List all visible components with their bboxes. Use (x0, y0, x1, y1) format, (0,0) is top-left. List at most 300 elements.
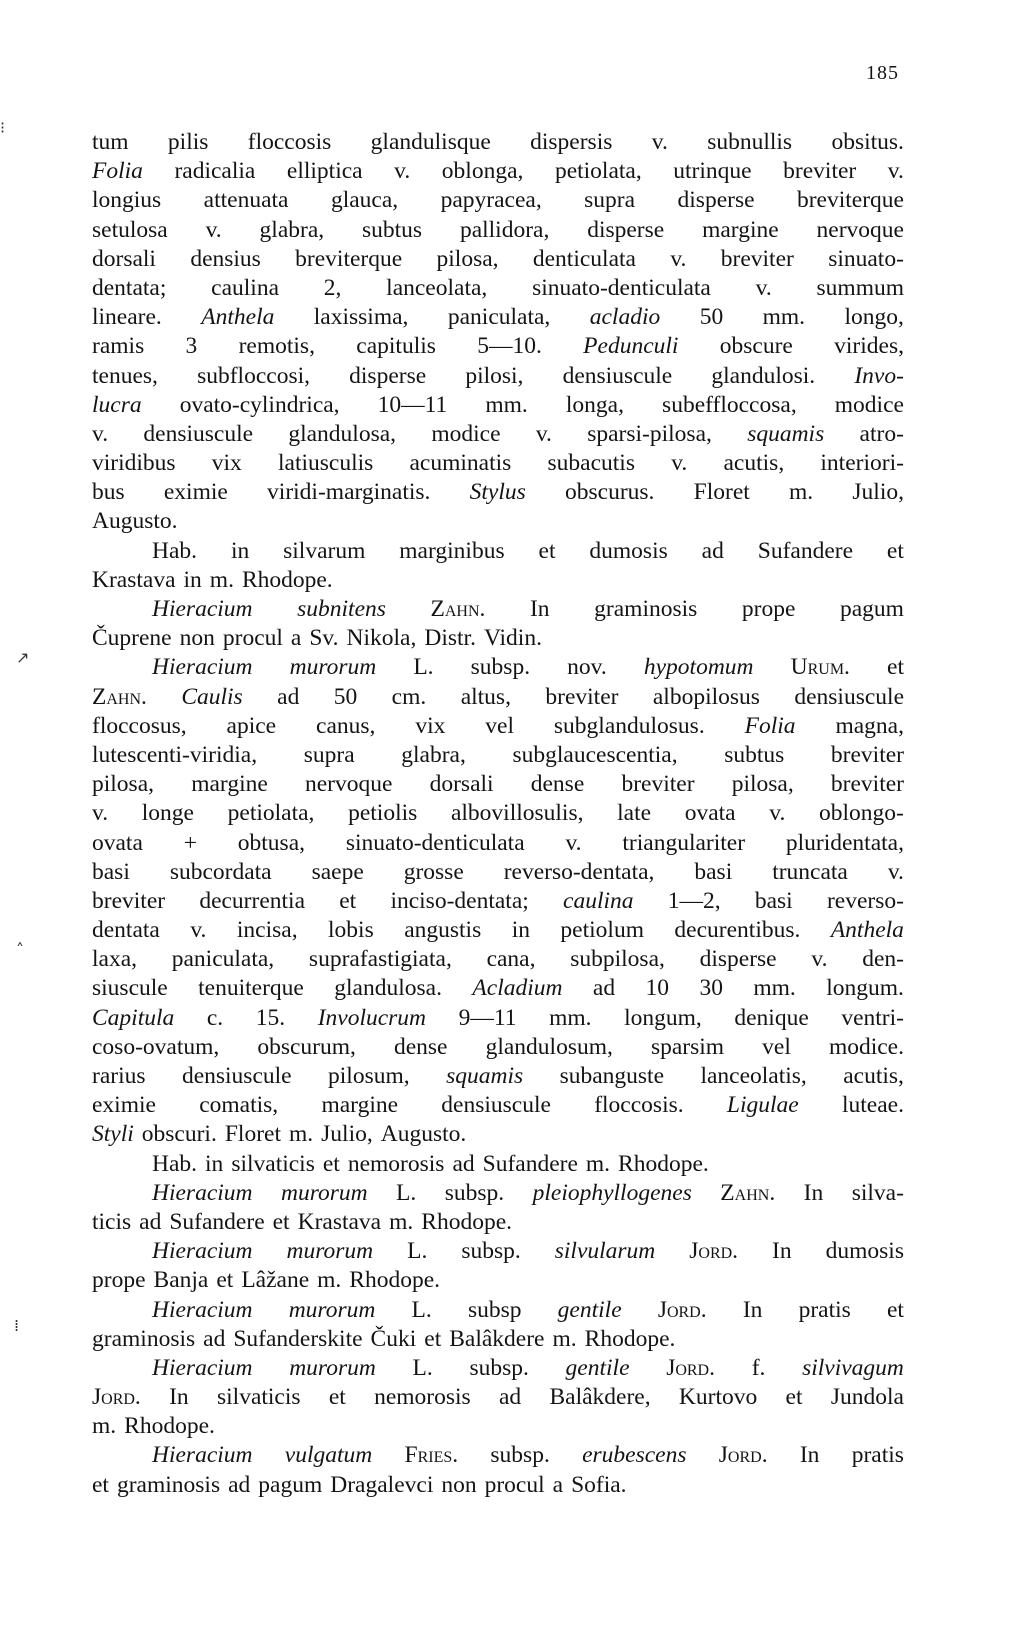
text-line (92, 770, 904, 799)
word: ad (452, 1150, 475, 1177)
word: graminosis (116, 1471, 221, 1498)
word: eximie (163, 479, 228, 506)
margin-mark: ˄ (16, 940, 24, 959)
word: ventri- (841, 1004, 904, 1031)
text-line (92, 303, 904, 332)
word: densiuscule (181, 1063, 292, 1089)
word: obscure (719, 333, 793, 360)
word: oblongo- (819, 800, 904, 827)
word: Julio, (321, 1121, 373, 1148)
word: Vidin. (483, 625, 542, 652)
text-line (92, 624, 904, 653)
word: ad (499, 1384, 522, 1411)
word: in (183, 566, 202, 593)
text-line (92, 128, 904, 157)
word: vel (485, 712, 514, 739)
word: lobis (328, 917, 374, 944)
word: setulosa (92, 216, 168, 243)
word: densiuscule (562, 362, 673, 389)
word: tenuiterque (198, 975, 304, 1002)
word: ad (139, 1208, 162, 1235)
word: subcordata (169, 858, 272, 885)
word: lanceolatis, (700, 1063, 807, 1089)
page-number: 185 (866, 62, 899, 84)
word: Lâžane (241, 1267, 310, 1294)
word: prope (741, 596, 796, 622)
word: in (511, 917, 530, 944)
word: et (339, 887, 357, 914)
word: acutis, (843, 1063, 904, 1089)
text-line (92, 858, 904, 887)
word: decurrentia (199, 887, 305, 914)
word: siuscule (92, 975, 168, 1002)
word: ad (701, 537, 724, 564)
word: lanceolata, (386, 274, 488, 301)
word: densius (190, 245, 261, 272)
text-line (92, 1471, 904, 1500)
word: Hieracium (152, 1442, 253, 1469)
word: Hieracium (152, 1179, 253, 1206)
word: sparsi-pilosa, (587, 420, 712, 447)
word: supra (303, 741, 355, 768)
text-line (92, 683, 904, 712)
word: m. (92, 1413, 117, 1440)
word: prope (92, 1267, 146, 1294)
word: v. (755, 274, 772, 301)
word: magna, (835, 712, 904, 739)
word: remotis, (238, 333, 315, 360)
text-line (92, 537, 904, 566)
word: squamis (446, 1063, 524, 1089)
word: m. (585, 1150, 611, 1177)
word: incisa, (236, 917, 298, 944)
text-line (92, 741, 904, 770)
word: laxissima, (313, 304, 409, 331)
word: obscuri. (141, 1121, 217, 1148)
word: reverso-dentata, (503, 858, 655, 885)
word: Anthela (830, 917, 904, 944)
word: et (272, 1208, 290, 1235)
word: v. (205, 216, 222, 243)
word: Augusto. (380, 1121, 467, 1148)
word: den- (862, 946, 904, 973)
word: 5—10. (477, 333, 542, 360)
word: floccosus, (92, 712, 187, 739)
word: In (529, 596, 550, 622)
word: Caulis (181, 683, 243, 710)
word: viridibus (92, 450, 176, 477)
word: In (799, 1442, 820, 1469)
word: subpilosa, (570, 946, 665, 973)
word: Banja (153, 1267, 209, 1294)
word: et (886, 1296, 904, 1323)
word: subsp (467, 1296, 522, 1323)
word: subnitens (297, 596, 386, 622)
word: attenuata (203, 187, 289, 214)
word: cm. (391, 683, 427, 710)
word: Capitula (92, 1004, 175, 1031)
word: lineare. (92, 304, 162, 331)
word: silvarum (283, 537, 366, 564)
word: v. (887, 158, 904, 185)
word: Fries. (404, 1442, 459, 1469)
word: Anthela (201, 304, 275, 331)
word: ticis (92, 1208, 132, 1235)
word: Stylus (469, 479, 526, 506)
word: glabra, (259, 216, 325, 243)
word: subacutis (547, 450, 635, 477)
word: laxa, (92, 946, 138, 973)
word: acutis, (723, 450, 785, 477)
word: nov. (567, 654, 607, 681)
word: Rhodope. (421, 1208, 512, 1235)
word: pallidora, (459, 216, 550, 243)
word: m. (389, 1208, 414, 1235)
word: rarius (92, 1063, 146, 1089)
word: a (290, 625, 302, 652)
word: inciso-dentata; (390, 887, 529, 914)
word: Distr. (424, 625, 476, 652)
word: coso-ovatum, (92, 1033, 220, 1060)
word: Hab. (152, 537, 198, 564)
word: squamis (747, 420, 825, 447)
word: subsp. (490, 1442, 550, 1469)
word: margine (191, 771, 268, 798)
text-line (92, 362, 904, 391)
word: Krastava (297, 1208, 382, 1235)
word: late (617, 800, 652, 827)
word: longe (141, 800, 194, 827)
word: vulgatum (284, 1442, 373, 1469)
word: breviter (830, 741, 904, 768)
word: dorsali (92, 245, 156, 272)
word: silvaticis (216, 1384, 301, 1411)
word: disperse (587, 216, 665, 243)
word: 10—11 (377, 391, 448, 418)
word: graminosis (594, 596, 698, 622)
word: Rhodope. (584, 1325, 676, 1352)
word: breviter (621, 771, 695, 798)
word: denticulata (532, 245, 636, 272)
word: dumosis (589, 537, 668, 564)
word: obsitus. (831, 129, 904, 155)
text-line (92, 1150, 904, 1179)
word: Folia (92, 158, 143, 185)
word: murorum (289, 654, 377, 681)
word: nervoque (304, 771, 393, 798)
word: Sufandere (757, 537, 854, 564)
word: v. (651, 129, 668, 155)
word: Augusto. (92, 508, 178, 535)
word: Involucrum (317, 1004, 427, 1031)
word: hypotomum (643, 654, 754, 681)
word: Julio, (852, 479, 904, 506)
word: tenues, (92, 362, 158, 389)
word: subsp. (461, 1238, 521, 1265)
word: v. (811, 946, 828, 973)
word: lutescenti-viridia, (92, 741, 258, 768)
word: latiusculis (278, 450, 374, 477)
word: longum. (826, 975, 904, 1002)
word: albovillosulis, (450, 800, 584, 827)
text-line (92, 829, 904, 858)
word: dense (393, 1033, 448, 1060)
word: nervoque (816, 216, 904, 243)
word: subsp. (470, 654, 531, 681)
word: densiuscule (794, 683, 904, 710)
word: dumosis (825, 1238, 904, 1265)
word: L. (413, 654, 434, 681)
word: longum, (624, 1004, 702, 1031)
word: ad (592, 975, 616, 1002)
word: Kurtovo (678, 1384, 758, 1411)
word: comatis, (199, 1092, 279, 1119)
word: 50 (333, 683, 358, 710)
word: ovata (92, 829, 143, 856)
word: et (216, 1267, 234, 1294)
word: subeffloccosa, (662, 391, 797, 418)
word: elliptica (286, 158, 363, 185)
word: viridi-marginatis. (267, 479, 431, 506)
word: + (183, 829, 197, 856)
word: floccosis (247, 129, 332, 155)
word: mm. (753, 975, 796, 1002)
word: suprafastigiata, (308, 946, 452, 973)
text-line (92, 1383, 904, 1412)
word: longa, (565, 391, 624, 418)
word: basi (92, 858, 130, 885)
word: marginibus (399, 537, 505, 564)
text-line (92, 1179, 904, 1208)
text-line (92, 1266, 904, 1295)
word: summum (816, 274, 904, 301)
word: lucra (92, 391, 142, 418)
word: et (322, 1150, 340, 1177)
word: obscurum, (257, 1033, 356, 1060)
text-line (92, 1325, 904, 1354)
word: L. (396, 1179, 417, 1206)
word: non (179, 625, 215, 652)
word: 15. (255, 1004, 286, 1031)
word: Balâkdere, (549, 1384, 651, 1411)
word: basi (694, 858, 733, 885)
word: radicalia (174, 158, 256, 185)
word: paniculata, (171, 946, 275, 973)
word: disperse (349, 362, 427, 389)
word: pilosa, (731, 771, 794, 798)
word: virides, (834, 333, 904, 360)
word: In (803, 1179, 824, 1206)
text-line (92, 945, 904, 974)
word: modice (834, 391, 904, 418)
word: altus, (460, 683, 511, 710)
body-text (92, 128, 904, 1500)
word: ramis (92, 333, 145, 360)
word: utrinque (673, 158, 752, 185)
word: breviter (720, 245, 794, 272)
word: et (92, 1471, 109, 1498)
word: Sufandere (482, 1150, 578, 1177)
text-line (92, 391, 904, 420)
word: et (886, 537, 904, 564)
word: breviter (830, 771, 904, 798)
word: Hieracium (152, 1296, 253, 1323)
word: m. (789, 479, 814, 506)
word: Hab. (152, 1150, 198, 1177)
word: Krastava (92, 566, 176, 593)
word: Jord. (718, 1442, 768, 1469)
text-line (92, 274, 904, 303)
word: v. (92, 420, 109, 447)
word: Čuprene (92, 625, 172, 652)
margin-mark: ⁝ (0, 118, 6, 137)
word: caulina (211, 274, 280, 301)
text-line (92, 245, 904, 274)
word: et (887, 654, 904, 681)
word: Sv. (309, 625, 339, 652)
word: L. (412, 1354, 433, 1381)
text-line (92, 157, 904, 186)
word: in (230, 537, 250, 564)
word: procul (222, 625, 283, 652)
word: Styli (92, 1121, 134, 1148)
word: disperse (677, 187, 755, 214)
word: glandulosi. (711, 362, 816, 389)
word: angustis (404, 917, 482, 944)
word: interiori- (820, 450, 904, 477)
text-line (92, 1120, 904, 1149)
word: longius (92, 187, 162, 214)
word: gentile (565, 1354, 630, 1381)
word: breviterque (295, 245, 403, 272)
word: Rhodope. (349, 1267, 441, 1294)
word: pagum (840, 596, 904, 622)
word: glandulosa. (334, 975, 442, 1002)
word: subglandulosus. (553, 712, 705, 739)
text-line (92, 186, 904, 215)
word: Invo- (854, 362, 904, 389)
word: sinuato- (828, 245, 904, 272)
text-line (92, 1033, 904, 1062)
word: glandulosum, (485, 1033, 613, 1060)
word: glandulisque (370, 129, 491, 155)
word: a (552, 1471, 564, 1498)
word: cana, (486, 946, 536, 973)
word: glauca, (330, 187, 399, 214)
word: pleiophyllogenes (532, 1179, 692, 1206)
word: breviter (783, 158, 857, 185)
word: saepe (311, 858, 364, 885)
word: et (538, 537, 556, 564)
word: breviter (92, 887, 166, 914)
word: 50 (699, 304, 724, 331)
word: graminosis (92, 1325, 196, 1352)
word: Urum. (790, 654, 850, 681)
word: luteae. (841, 1092, 904, 1119)
word: v. (190, 917, 207, 944)
word: murorum (286, 1238, 374, 1265)
word: subtus (724, 741, 785, 768)
word: m. (317, 1267, 342, 1294)
word: pilosa, (436, 245, 499, 272)
word: 9—11 (458, 1004, 517, 1031)
word: pilis (167, 129, 209, 155)
word: ad (203, 1325, 226, 1352)
word: f. (751, 1354, 766, 1381)
word: petiolis (348, 800, 418, 827)
word: modice (431, 420, 501, 447)
text-line (92, 1441, 904, 1470)
word: v. (769, 800, 786, 827)
word: Balâkdere (449, 1325, 545, 1352)
word: ad (277, 683, 300, 710)
word: murorum (280, 1179, 368, 1206)
word: 2, (323, 274, 342, 301)
word: sinuato-denticulata (345, 829, 525, 856)
word: v. (535, 420, 552, 447)
word: Hieracium (152, 654, 253, 681)
text-line (92, 887, 904, 916)
word: atro- (859, 420, 904, 447)
word: disperse (699, 946, 777, 973)
word: erubescens (582, 1442, 687, 1469)
text-line (92, 653, 904, 682)
word: longo, (844, 304, 904, 331)
word: et (785, 1384, 803, 1411)
word: Hieracium (152, 1354, 253, 1381)
margin-mark: ⁞ (14, 1316, 20, 1335)
word: densiuscule (441, 1092, 551, 1119)
word: pluridentata, (785, 829, 904, 856)
word: dentata; (92, 274, 167, 301)
word: petiolata, (227, 800, 315, 827)
word: Rhodope. (618, 1150, 709, 1177)
word: v. (887, 858, 904, 885)
word: pagum (258, 1471, 323, 1498)
word: in (205, 1150, 224, 1177)
word: In (742, 1296, 763, 1323)
word: Folia (744, 712, 796, 739)
word: floccosis. (594, 1092, 684, 1119)
word: modice. (828, 1033, 904, 1060)
word: papyracea, (440, 187, 542, 214)
word: Jundola (830, 1384, 904, 1411)
word: Čuki (370, 1325, 417, 1352)
word: subanguste (559, 1063, 664, 1089)
text-line (92, 916, 904, 945)
word: subsp. (444, 1179, 505, 1206)
word: vel (762, 1033, 791, 1060)
word: Zahn. (720, 1179, 776, 1206)
text-line (92, 595, 904, 624)
word: L. (411, 1296, 432, 1323)
word: vix (415, 712, 446, 739)
word: pratis (851, 1442, 904, 1469)
word: m. (288, 1121, 314, 1148)
text-line (92, 1237, 904, 1266)
word: basi (754, 887, 793, 914)
word: dense (530, 771, 585, 798)
text-line (92, 1296, 904, 1325)
word: 30 (699, 975, 723, 1002)
word: mm. (762, 304, 806, 331)
word: paniculata, (447, 304, 551, 331)
word: breviterque (796, 187, 904, 214)
word: margine (321, 1092, 399, 1119)
word: Jord. (666, 1354, 715, 1381)
word: apice (226, 712, 277, 739)
text-line (92, 216, 904, 245)
